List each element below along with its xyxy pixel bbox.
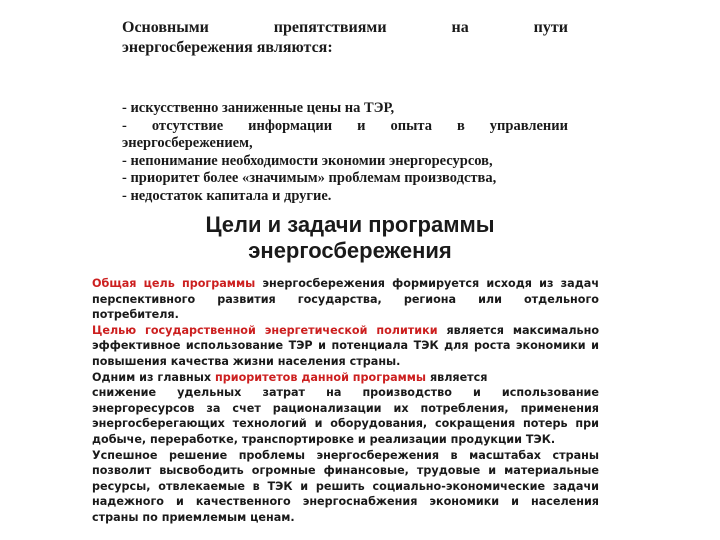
highlight-priorities: приоритетов данной программы <box>215 370 427 384</box>
goal-paragraph-conclusion: Успешное решение проблемы энергосбережения в масштабах страны позволит высвободить огромные финансовые, трудовые и материальные ресурсы, отвлекаемые в ТЭК и решить социально-экономические задачи надежного и качественного энергоснабжения экономики и населения страны по приемлемым ценам. <box>92 448 599 524</box>
paragraph-text: Одним из главных <box>92 370 216 384</box>
goals-body <box>92 276 599 526</box>
section-title-line1: Цели и задачи программы <box>205 212 495 237</box>
highlight-state-policy: Целью государственной энергетической политики <box>92 323 438 337</box>
obstacle-item: - приоритет более «значимым» проблемам производства, <box>122 170 497 187</box>
heading-word: на <box>451 19 469 36</box>
obstacles-list <box>122 100 568 206</box>
obstacles-heading-line1 <box>122 18 568 38</box>
heading-word: Основными <box>122 19 209 36</box>
obstacles-heading-line2: энергосбережения являются: <box>122 39 333 56</box>
goal-paragraph-priorities: снижение удельных затрат на производство и использование энергоресурсов за счет рационализации их потребления, применения энергосберегающих технологий и оборудования, сокращения потерь при добыче, переработке, транспортировке и реализации продукции ТЭК. <box>92 386 599 446</box>
goal-paragraph-general <box>92 276 599 323</box>
obstacle-item: - отсутствие информации и опыта в управлении энергосбережением, <box>122 117 568 152</box>
obstacle-item: - недостаток капитала и другие. <box>122 187 332 204</box>
section-title-line2: энергосбережения <box>248 238 452 263</box>
highlight-general-goal: Общая цель программы <box>92 277 256 290</box>
goal-paragraph-state-policy <box>92 323 599 370</box>
obstacles-heading <box>122 18 568 58</box>
paragraph-text: является <box>426 370 488 384</box>
obstacle-item: - искусственно заниженные цены на ТЭР, <box>122 100 395 116</box>
obstacle-item: - непонимание необходимости экономии энергоресурсов, <box>122 152 493 169</box>
goal-paragraph-priorities-intro <box>92 370 599 386</box>
paragraph-text: энергосбережения формируется исходя из задач перспективного развития государства, региона или отдельного потребителя. <box>92 277 599 322</box>
heading-word: препятствиями <box>273 19 387 36</box>
obstacles-section <box>122 18 568 206</box>
paragraph-text: является максимально эффективное использование ТЭР и потенциала ТЭК для роста экономики и повышения качества жизни населения страны. <box>92 323 599 368</box>
heading-word: пути <box>533 19 568 36</box>
section-title <box>150 212 550 264</box>
